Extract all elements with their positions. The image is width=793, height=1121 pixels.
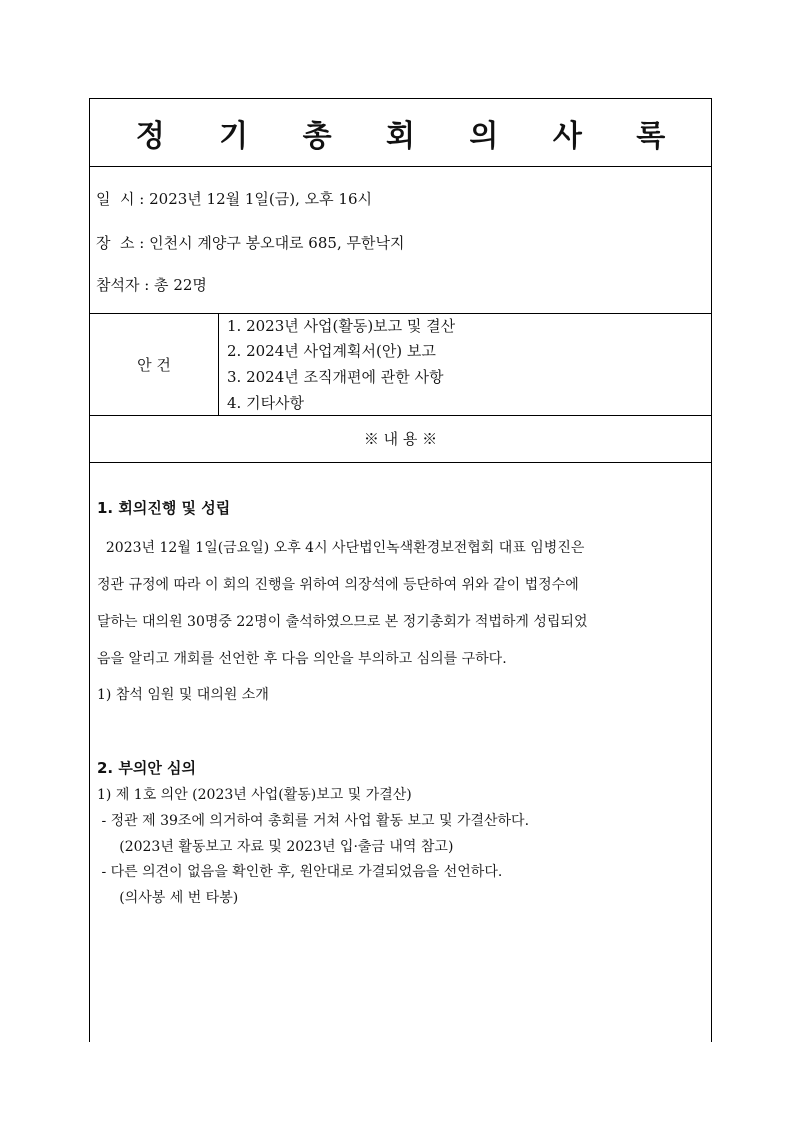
paragraph-line: 정관 규정에 따라 이 회의 진행을 위하여 의장석에 등단하여 위와 같이 법정수에 — [97, 577, 579, 593]
list-item: (의사봉 세 번 타봉) — [97, 890, 239, 906]
paragraph-line: 달하는 대의원 30명중 22명이 출석하였으므로 본 정기총회가 적법하게 성립되었 — [97, 614, 588, 630]
meeting-date: 일 시 : 2023년 12월 1일(금), 오후 16시 — [96, 190, 372, 208]
section-heading: 2. 부의안 심의 — [97, 759, 197, 777]
list-item: - 다른 의견이 없음을 확인한 후, 원안대로 가결되었음을 선언하다. — [97, 864, 503, 880]
meeting-info — [90, 166, 711, 314]
agenda-item: 4. 기타사항 — [227, 394, 305, 412]
paragraph-line: 음을 알리고 개회를 선언한 후 다음 의안을 부의하고 심의를 구하다. — [97, 651, 507, 667]
minutes-table — [89, 98, 712, 1042]
document-title: 정 기 총 회 의 사 록 — [135, 118, 688, 154]
title-row — [90, 99, 711, 167]
list-item: - 정관 제 39조에 의거하여 총회를 거쳐 사업 활동 보고 및 가결산하다. — [97, 813, 530, 829]
paragraph-line: 2023년 12월 1일(금요일) 오후 4시 사단법인녹색환경보전협회 대표 임병진은 — [97, 540, 585, 556]
content-header: ※ 내 용 ※ — [90, 415, 711, 463]
meeting-place: 장 소 : 인천시 계양구 봉오대로 685, 무한낙지 — [96, 234, 405, 252]
agenda-section — [90, 313, 711, 416]
list-item: 1) 제 1호 의안 (2023년 사업(활동)보고 및 가결산) — [97, 787, 412, 803]
agenda-label: 안 건 — [90, 313, 219, 415]
list-item: (2023년 활동보고 자료 및 2023년 입·출금 내역 참고) — [97, 839, 454, 855]
minutes-body — [90, 462, 711, 1042]
meeting-attendees: 참석자 : 총 22명 — [96, 276, 207, 294]
list-item: 1) 참석 임원 및 대의원 소개 — [97, 687, 269, 703]
section-heading: 1. 회의진행 및 성립 — [97, 499, 231, 517]
agenda-item: 2. 2024년 사업계획서(안) 보고 — [227, 342, 436, 360]
agenda-item: 1. 2023년 사업(활동)보고 및 결산 — [227, 317, 456, 335]
agenda-item: 3. 2024년 조직개편에 관한 사항 — [227, 368, 444, 386]
